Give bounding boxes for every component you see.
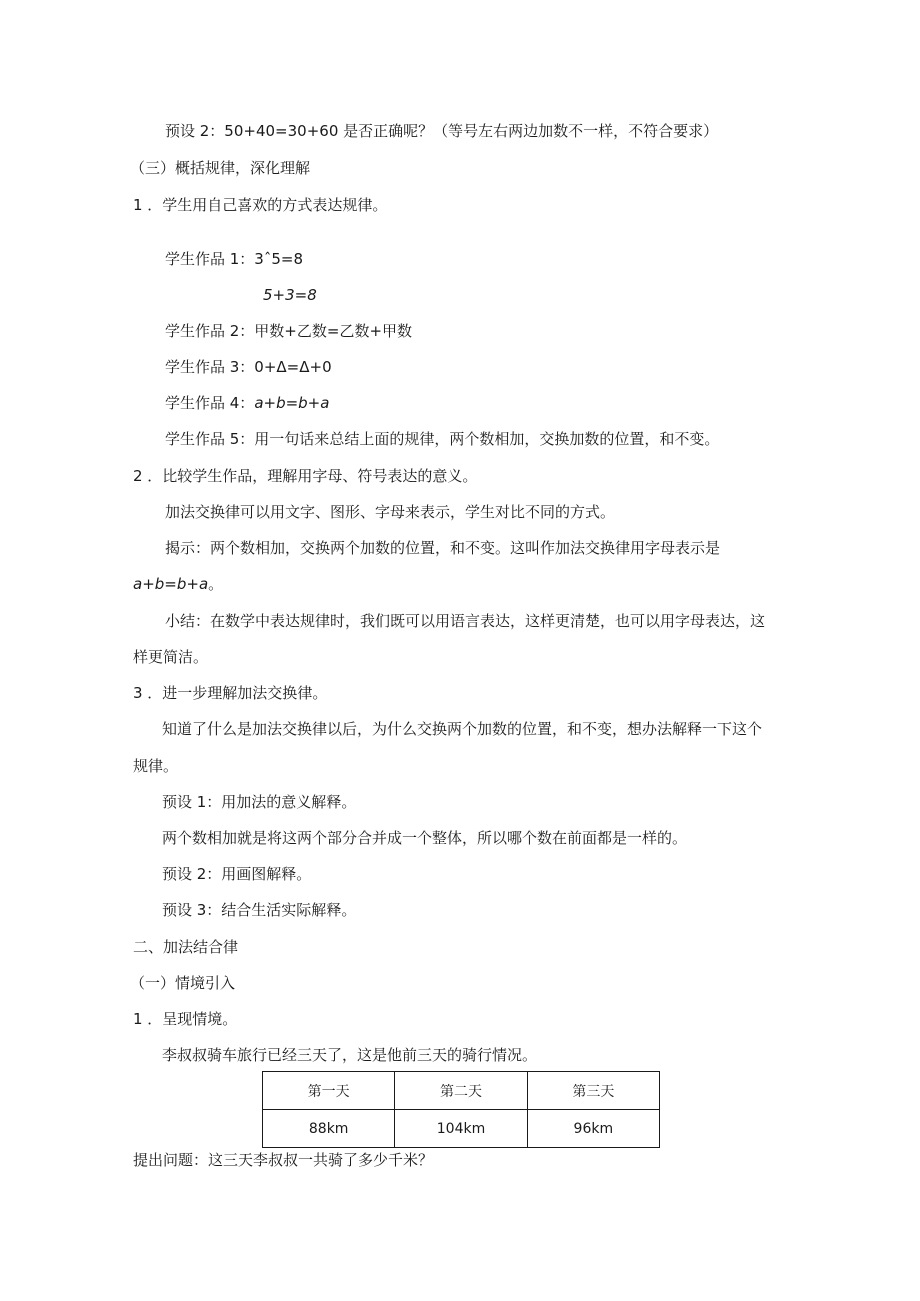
- item2: 2 ．比较学生作品，理解用字母、符号表达的意义。: [133, 467, 478, 485]
- table-cell-day2: 104km: [395, 1110, 527, 1148]
- work1-line2: 5+3=8: [263, 286, 317, 304]
- riding-table: [262, 1071, 660, 1148]
- table-header-day3: 第三天: [527, 1072, 659, 1110]
- explain-line1: 知道了什么是加法交换律以后，为什么交换两个加数的位置，和不变，想办法解释一下这个: [162, 720, 763, 738]
- summary-line1: 小结：在数学中表达规律时，我们既可以用语言表达，这样更清楚，也可以用字母表达，这: [165, 612, 766, 630]
- work5: 学生作品 5：用一句话来总结上面的规律，两个数相加，交换加数的位置，和不变。: [165, 430, 720, 448]
- work1: 学生作品 1：3ˆ5=8: [165, 250, 304, 268]
- reveal-formula-line: [133, 574, 223, 594]
- table-row: [263, 1072, 660, 1110]
- preset3: 预设 3：结合生活实际解释。: [162, 901, 357, 919]
- work3: 学生作品 3：0+Δ=Δ+0: [165, 358, 332, 376]
- section3-heading: （三）概括规律，深化理解: [130, 159, 311, 177]
- preset1: 预设 1：用加法的意义解释。: [162, 793, 357, 811]
- question: 提出问题：这三天李叔叔一共骑了多少千米？: [133, 1151, 434, 1169]
- work4-formula: a+b=b+a: [254, 394, 330, 412]
- story: 李叔叔骑车旅行已经三天了，这是他前三天的骑行情况。: [162, 1046, 538, 1064]
- summary-line2: 样更简洁。: [133, 648, 209, 666]
- reveal-formula: a+b=b+a: [133, 575, 209, 593]
- section-two-heading: 二、加法结合律: [133, 938, 239, 956]
- explain-line2: 规律。: [133, 757, 179, 775]
- reveal-end: 。: [208, 575, 224, 593]
- preset1-detail: 两个数相加就是将这两个部分合并成一个整体，所以哪个数在前面都是一样的。: [162, 829, 688, 847]
- table-cell-day3: 96km: [527, 1110, 659, 1148]
- section-two-sub: （一）情境引入: [130, 974, 236, 992]
- work4: [165, 393, 329, 413]
- table-cell-day1: 88km: [263, 1110, 395, 1148]
- preset2-commutative: 预设 2：50+40=30+60 是否正确呢？（等号左右两边加数不一样，不符合要求）: [165, 122, 719, 140]
- item1: 1 ．学生用自己喜欢的方式表达规律。: [133, 196, 388, 214]
- reveal: 揭示：两个数相加，交换两个加数的位置，和不变。这叫作加法交换律用字母表示是: [165, 539, 721, 557]
- para-forms: 加法交换律可以用文字、图形、字母来表示，学生对比不同的方式。: [165, 503, 616, 521]
- work4-label: 学生作品 4：: [165, 394, 255, 412]
- preset2-drawing: 预设 2：用画图解释。: [162, 865, 312, 883]
- table-row: [263, 1110, 660, 1148]
- item3: 3 ．进一步理解加法交换律。: [133, 684, 328, 702]
- work2: 学生作品 2：甲数+乙数=乙数+甲数: [165, 322, 413, 340]
- table-header-day1: 第一天: [263, 1072, 395, 1110]
- item1-scenario: 1 ．呈现情境。: [133, 1010, 238, 1028]
- table-header-day2: 第二天: [395, 1072, 527, 1110]
